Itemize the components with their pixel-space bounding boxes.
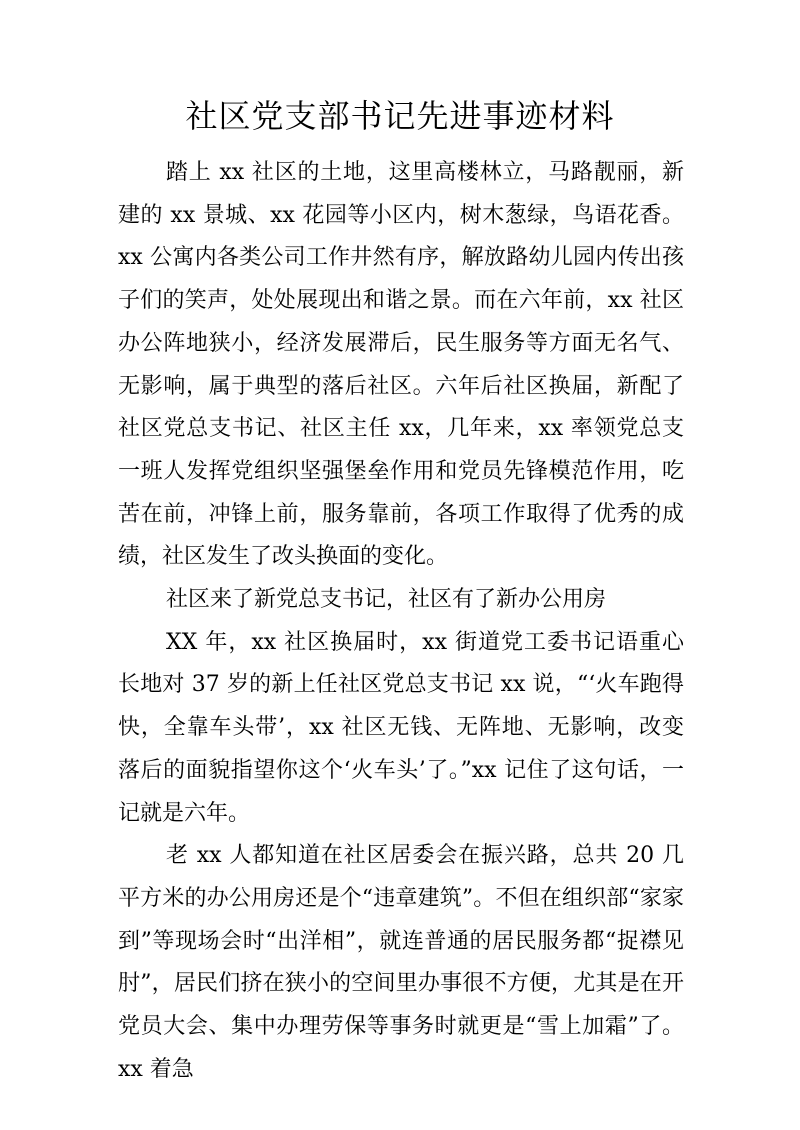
paragraph-subheading: 社区来了新党总支书记，社区有了新办公用房: [166, 587, 607, 613]
paragraph-office-space: 老 xx 人都知道在社区居委会在振兴路，总共 20 几平方米的办公用房还是个“违章建筑”。不但在组织部“家家到”等现场会时“出洋相”，就连普通的居民服务都“捉襟见肘”，居民们挤在狭小的空间里办事很不方便，尤其是在开党员大会、集中办理劳保等事务时就更是“雪上加霜”了。xx 着急: [118, 843, 684, 1082]
paragraph-new-secretary: XX 年，xx 社区换届时，xx 街道党工委书记语重心长地对 37 岁的新上任社区党总支书记 xx 说，“‘火车跑得快，全靠车头带’，xx 社区无钱、无阵地、无影响，改变落后的面貌指望你这个‘火车头’了。”xx 记住了这句话，一记就是六年。: [118, 629, 684, 826]
document-title: 社区党支部书记先进事迹材料: [185, 97, 615, 135]
paragraph-intro: 踏上 xx 社区的土地，这里高楼林立，马路靓丽，新建的 xx 景城、xx 花园等小区内，树木葱绿，鸟语花香。xx 公寓内各类公司工作井然有序，解放路幼儿园内传出孩子们的笑声，处处展现出和谐之景。而在六年前，xx 社区办公阵地狭小，经济发展滞后，民生服务等方面无名气、无影响，属于典型的落后社区。六年后社区换届，新配了社区党总支书记、社区主任 xx，几年来，xx 率领党总支一班人发挥党组织坚强堡垒作用和党员先锋模范作用，吃苦在前，冲锋上前，服务靠前，各项工作取得了优秀的成绩，社区发生了改头换面的变化。: [118, 160, 684, 570]
document-body: [118, 152, 684, 1091]
